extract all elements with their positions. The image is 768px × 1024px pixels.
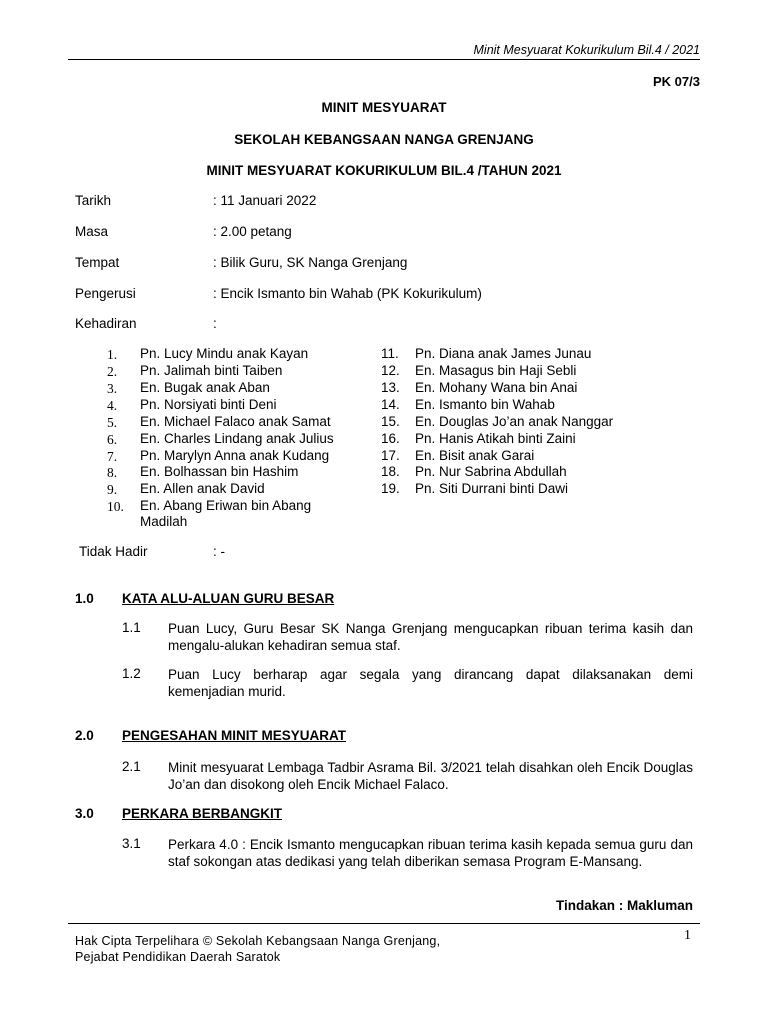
item-1-2-number: 1.2: [122, 666, 141, 681]
list-item: En. Michael Falaco anak Samat: [140, 414, 331, 429]
list-item: En. Bugak anak Aban: [140, 380, 270, 395]
list-item-number: 15.: [381, 414, 400, 429]
tarikh-value: : 11 Januari 2022: [213, 193, 317, 208]
page-number: 1: [684, 928, 691, 943]
section-3-number: 3.0: [75, 806, 94, 821]
list-item: Pn. Diana anak James Junau: [415, 346, 592, 361]
section-2-number: 2.0: [75, 728, 94, 743]
section-1-title: KATA ALU-ALUAN GURU BESAR: [122, 591, 335, 606]
item-1-1-number: 1.1: [122, 620, 141, 635]
tidak-hadir-label: Tidak Hadir: [79, 544, 148, 559]
item-3-1-number: 3.1: [122, 836, 141, 851]
item-2-1-number: 2.1: [122, 759, 141, 774]
list-item-number: 1.: [107, 347, 118, 362]
tarikh-label: Tarikh: [75, 193, 112, 208]
list-item: Pn. Marylyn Anna anak Kudang: [140, 448, 330, 463]
list-item-number: 7.: [107, 449, 118, 464]
masa-value: : 2.00 petang: [213, 224, 292, 239]
list-item-number: 9.: [107, 482, 118, 497]
footer-office: Pejabat Pendidikan Daerah Saratok: [75, 950, 281, 964]
item-3-1-text: Perkara 4.0 : Encik Ismanto mengucapkan ribuan terima kasih kepada semua guru dan staf sokongan atas dedikasi yang telah diberikan semasa Program E-Mansang.: [168, 837, 693, 869]
list-item: En. Masagus bin Haji Sebli: [415, 363, 577, 378]
action-note: Tindakan : Makluman: [555, 898, 693, 913]
list-item-number: 14.: [381, 397, 400, 412]
tidak-hadir-value: : -: [213, 544, 225, 559]
list-item: En. Bolhassan bin Hashim: [140, 464, 299, 479]
list-item: Pn. Lucy Mindu anak Kayan: [140, 346, 309, 361]
document-code: PK 07/3: [653, 74, 700, 89]
list-item: Pn. Jalimah binti Taiben: [140, 363, 283, 378]
section-2-title: PENGESAHAN MINIT MESYUARAT: [122, 728, 347, 743]
pengerusi-value: : Encik Ismanto bin Wahab (PK Kokurikulum): [213, 286, 482, 301]
kehadiran-label: Kehadiran: [75, 316, 137, 331]
list-item: En. Ismanto bin Wahab: [415, 397, 555, 412]
list-item-number: 18.: [381, 464, 400, 479]
item-1-1-text: Puan Lucy, Guru Besar SK Nanga Grenjang mengucapkan ribuan terima kasih dan mengalu-alukan kehadiran semua staf.: [168, 621, 693, 653]
list-item: En. Abang Eriwan bin Abang: [140, 498, 312, 513]
item-1-2-text: Puan Lucy berharap agar segala yang dirancang dapat dilaksanakan demi kemenjadian murid.: [168, 667, 693, 699]
footer-rule: [68, 923, 700, 924]
section-3-title: PERKARA BERBANGKIT: [122, 806, 283, 821]
list-item-number: 3.: [107, 381, 118, 396]
title-school: SEKOLAH KEBANGSAAN NANGA GRENJANG: [234, 132, 534, 147]
list-item-number: 12.: [381, 363, 400, 378]
list-item-number: 13.: [381, 380, 400, 395]
item-2-1-text: Minit mesyuarat Lembaga Tadbir Asrama Bil. 3/2021 telah disahkan oleh Encik Douglas Jo’an dan disokong oleh Encik Michael Falaco.: [168, 760, 693, 792]
list-item: Pn. Norsiyati binti Deni: [140, 397, 277, 412]
list-item-number: 2.: [107, 364, 118, 379]
list-item-number: 17.: [381, 448, 400, 463]
list-item: En. Charles Lindang anak Julius: [140, 431, 334, 446]
list-item-number: 19.: [381, 481, 400, 496]
title-meeting: MINIT MESYUARAT KOKURIKULUM BIL.4 /TAHUN 2021: [206, 163, 562, 178]
list-item: Pn. Siti Durrani binti Dawi: [415, 481, 569, 496]
masa-label: Masa: [75, 224, 109, 239]
list-item-number: 6.: [107, 432, 118, 447]
list-item-number: 10.: [107, 499, 124, 514]
list-item: Pn. Nur Sabrina Abdullah: [415, 464, 567, 479]
pengerusi-label: Pengerusi: [75, 286, 136, 301]
tempat-label: Tempat: [75, 255, 120, 270]
tempat-value: : Bilik Guru, SK Nanga Grenjang: [213, 255, 408, 270]
list-item: En. Allen anak David: [140, 481, 265, 496]
section-1-number: 1.0: [75, 591, 94, 606]
header-rule: [68, 59, 700, 60]
title-minit: MINIT MESYUARAT: [321, 100, 447, 115]
list-item: Pn. Hanis Atikah binti Zaini: [415, 431, 576, 446]
list-item: En. Bisit anak Garai: [415, 448, 535, 463]
running-header: Minit Mesyuarat Kokurikulum Bil.4 / 2021: [473, 43, 700, 57]
list-item: En. Mohany Wana bin Anai: [415, 380, 578, 395]
list-item-continuation: Madilah: [140, 514, 188, 529]
list-item-number: 11.: [381, 346, 399, 361]
list-item-number: 8.: [107, 465, 118, 480]
list-item-number: 16.: [381, 431, 400, 446]
kehadiran-value: :: [213, 316, 217, 331]
list-item-number: 4.: [107, 398, 118, 413]
footer-copyright: Hak Cipta Terpelihara © Sekolah Kebangsaan Nanga Grenjang,: [75, 934, 441, 948]
list-item-number: 5.: [107, 415, 118, 430]
list-item: En. Douglas Jo’an anak Nanggar: [415, 414, 614, 429]
